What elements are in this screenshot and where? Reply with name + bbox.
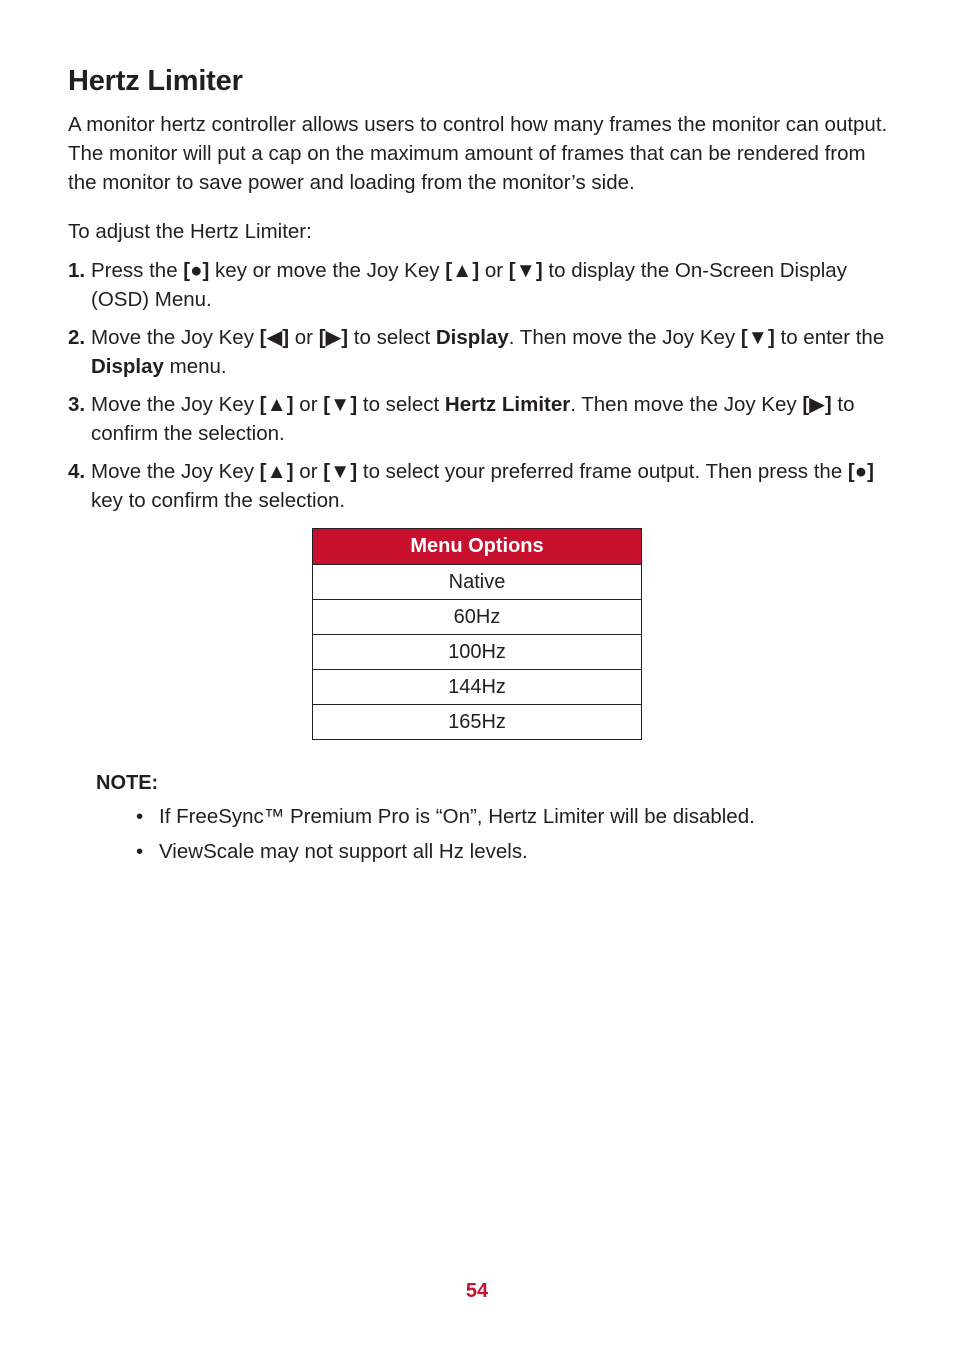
step-number: 1.: [68, 259, 86, 282]
down-arrow-icon: [▼]: [508, 259, 543, 282]
up-arrow-icon: [▲]: [259, 393, 294, 416]
right-arrow-icon: [▶]: [802, 393, 832, 416]
step-3: 3. Move the Joy Key [▲] or [▼] to select Hertz Limiter. Then move the Joy Key [▶] to confirm the selection.: [68, 390, 888, 448]
table-row: [313, 670, 642, 705]
menu-name: Display: [91, 355, 164, 378]
step-number: 2.: [68, 326, 86, 349]
table-header-row: [313, 529, 642, 565]
table-row: [313, 600, 642, 635]
note-block: [96, 770, 888, 866]
manual-page: [68, 62, 888, 872]
step-number: 3.: [68, 393, 86, 416]
list-item: • If FreeSync™ Premium Pro is “On”, Hertz Limiter will be disabled.: [136, 802, 888, 831]
right-arrow-icon: [▶]: [318, 326, 349, 349]
note-list: [136, 802, 888, 866]
note-title: NOTE:: [96, 772, 159, 794]
table-row: [313, 705, 642, 740]
table-row: [313, 565, 642, 600]
left-arrow-icon: [◀]: [259, 326, 290, 349]
section-title: Hertz Limiter: [68, 65, 243, 97]
menu-options-table: [312, 528, 642, 740]
table-cell: Native: [313, 565, 642, 600]
bullet-icon: •: [136, 840, 144, 863]
page-number: 54: [465, 1280, 489, 1302]
circle-key-icon: [●]: [847, 460, 874, 483]
down-arrow-icon: [▼]: [323, 393, 358, 416]
step-1: 1. Press the [●] key or move the Joy Key [▲] or [▼] to display the On-Screen Display (OSD) Menu.: [68, 256, 888, 314]
down-arrow-icon: [▼]: [740, 326, 775, 349]
table-header: Menu Options: [313, 529, 642, 565]
table-cell: 144Hz: [313, 670, 642, 705]
circle-key-icon: [●]: [183, 259, 210, 282]
table-cell: 165Hz: [313, 705, 642, 740]
instructions-lead: To adjust the Hertz Limiter:: [68, 220, 312, 243]
intro-paragraph: A monitor hertz controller allows users to control how many frames the monitor can output. The monitor will put a cap on the maximum amount of frames that can be rendered from the monitor to save power and loading from the monitor’s side.: [68, 113, 888, 194]
table-cell: 100Hz: [313, 635, 642, 670]
menu-name: Display: [435, 326, 509, 349]
menu-name: Hertz Limiter: [444, 393, 571, 416]
down-arrow-icon: [▼]: [323, 460, 358, 483]
step-4: 4. Move the Joy Key [▲] or [▼] to select your preferred frame output. Then press the [●] key to confirm the selection.: [68, 457, 888, 515]
step-number: 4.: [68, 460, 86, 483]
table-cell: 60Hz: [313, 600, 642, 635]
bullet-icon: •: [136, 805, 144, 828]
step-2: 2. Move the Joy Key [◀] or [▶] to select Display. Then move the Joy Key [▼] to enter the Display menu.: [68, 323, 888, 381]
steps-list: [68, 256, 888, 515]
list-item: • ViewScale may not support all Hz levels.: [136, 837, 888, 866]
up-arrow-icon: [▲]: [259, 460, 294, 483]
table-row: [313, 635, 642, 670]
up-arrow-icon: [▲]: [445, 259, 480, 282]
